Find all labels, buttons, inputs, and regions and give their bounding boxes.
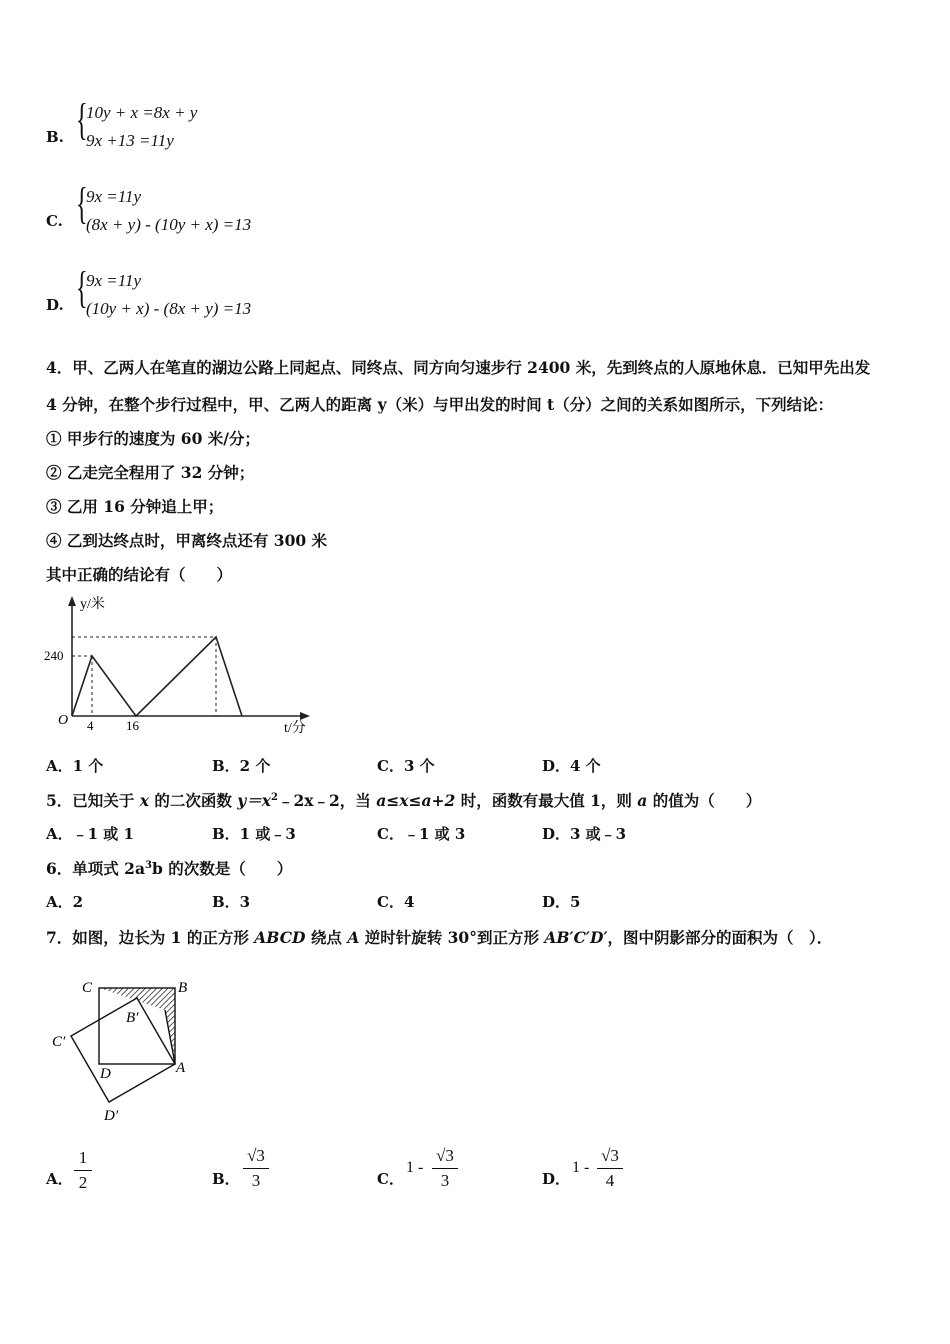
denominator: 3 (251, 1171, 261, 1190)
option-label: B. (46, 128, 64, 146)
square-rotated (71, 998, 175, 1102)
q5-choice-a: A．﹣1 或 1 (46, 825, 134, 843)
q5-text: 的二次函数 (154, 791, 232, 810)
q4-choice-a: A．1 个 (46, 757, 104, 775)
fraction-bar (74, 1170, 92, 1171)
q7-choice-c-fraction (432, 1146, 458, 1191)
q5-stem (46, 789, 761, 811)
fraction-bar (432, 1168, 458, 1169)
numerator: √3 (247, 1146, 265, 1165)
q6-text: b 的次数是（ ） (151, 859, 293, 878)
q5-text: 时，函数有最大值 1，则 (460, 791, 632, 810)
q6-choice-d: D．5 (542, 893, 581, 911)
label-b-prime: B′ (126, 1010, 139, 1026)
q4-statement-4: ④ 乙到达终点时，甲离终点还有 300 米 (46, 531, 328, 550)
q4-statement-1: ① 甲步行的速度为 60 米/分； (46, 429, 260, 448)
origin-label: O (58, 713, 69, 728)
equation-2: 9x +13 =11y (86, 131, 174, 150)
q7-choice-d-label: D． (542, 1170, 571, 1188)
denominator: 4 (605, 1171, 615, 1190)
q7-text: 逆时针旋转 30°到正方形 (364, 928, 539, 947)
y-axis-arrow (68, 596, 76, 606)
fraction-bar (243, 1168, 269, 1169)
label-d-prime: D′ (104, 1108, 119, 1124)
option-label: C. (46, 212, 63, 230)
q5-var-x: x (139, 791, 149, 810)
q7-choice-a-label: A． (46, 1170, 73, 1188)
equation-2: (10y + x) - (8x + y) =13 (86, 299, 252, 318)
brace: { (76, 95, 88, 144)
q7-text: ，图中阴影部分的面积为（ ）． (607, 928, 833, 947)
equation-2: (8x + y) - (10y + x) =13 (86, 215, 252, 234)
q6-choice-b: B．3 (212, 893, 251, 911)
q5-exponent: 2 (271, 791, 278, 803)
x-tick-4: 4 (87, 718, 94, 733)
distance-time-graph (40, 592, 320, 742)
q6-choice-c: C．4 (377, 893, 415, 911)
q7-choice-b-label: B． (212, 1170, 240, 1188)
denominator: 2 (78, 1173, 88, 1192)
y-label: y/米 (80, 597, 105, 612)
q6-text: 6．单项式 2a (46, 859, 146, 878)
q7-choice-c-prefix: 1 - (406, 1159, 424, 1176)
numerator: 1 (78, 1148, 88, 1167)
q7-square-rotated: AB′C′D′ (544, 928, 608, 947)
option-label: D. (46, 296, 64, 314)
q6-choice-a: A．2 (46, 893, 84, 911)
q4-choice-c: C．3 个 (377, 757, 435, 775)
q5-choice-d: D．3 或﹣3 (542, 825, 627, 843)
q5-choice-b: B．1 或﹣3 (212, 825, 296, 843)
label-d: D (100, 1066, 111, 1082)
q5-text: 5．已知关于 (46, 791, 135, 810)
label-a: A (176, 1060, 186, 1076)
equation-1: 9x =11y (86, 187, 142, 206)
rotated-square-figure (48, 972, 208, 1130)
x-label: t/分 (284, 721, 306, 736)
q5-choice-c: C．﹣1 或 3 (377, 825, 466, 843)
q4-ask: 其中正确的结论有（ ） (46, 565, 233, 584)
q5-var-a: a (637, 791, 648, 810)
q4-choice-d: D．4 个 (542, 757, 601, 775)
q7-text: 绕点 (310, 928, 342, 947)
q4-statement-2: ② 乙走完全程用了 32 分钟； (46, 463, 255, 482)
q7-choice-b-fraction (243, 1146, 269, 1191)
q4-line1: 4．甲、乙两人在笔直的湖边公路上同起点、同终点、同方向匀速步行 2400 米，先到终点的人原地休息．已知甲先出发 (46, 358, 871, 377)
q7-choice-d-prefix: 1 - (572, 1159, 590, 1176)
label-c: C (82, 980, 93, 996)
q7-choice-a-fraction (74, 1148, 92, 1193)
label-b: B (178, 980, 188, 996)
x-tick-16: 16 (126, 718, 139, 733)
q4-line2: 4 分钟，在整个步行过程中，甲、乙两人的距离 y（米）与甲出发的时间 t（分）之间的关系如图所示，下列结论： (46, 395, 834, 414)
q6-stem (46, 857, 292, 879)
q7-choice-c-label: C． (377, 1170, 404, 1188)
y-tick-240: 240 (44, 648, 64, 663)
q7-stem (46, 926, 832, 948)
q7-point: A (347, 928, 360, 947)
q6-exponent: 3 (145, 859, 152, 871)
q5-func: y＝x (237, 791, 272, 810)
brace: { (76, 179, 88, 228)
numerator: √3 (436, 1146, 454, 1165)
equation-1: 9x =11y (86, 271, 142, 290)
q7-choice-d-fraction (597, 1146, 623, 1191)
x-axis-arrow (300, 712, 310, 720)
q4-statement-3: ③ 乙用 16 分钟追上甲； (46, 497, 224, 516)
label-c-prime: C′ (52, 1034, 66, 1050)
fraction-bar (597, 1168, 623, 1169)
q5-func-rest: ﹣2x﹣2，当 (278, 791, 371, 810)
q5-text: 的值为（ ） (652, 791, 762, 810)
q7-text: 7．如图，边长为 1 的正方形 (46, 928, 249, 947)
q4-choice-b: B．2 个 (212, 757, 271, 775)
denominator: 3 (440, 1171, 450, 1190)
q7-square: ABCD (254, 928, 306, 947)
numerator: √3 (601, 1146, 619, 1165)
equation-1: 10y + x =8x + y (86, 103, 198, 122)
q5-condition: a≤x≤a+2 (376, 791, 456, 810)
brace: { (76, 263, 88, 312)
